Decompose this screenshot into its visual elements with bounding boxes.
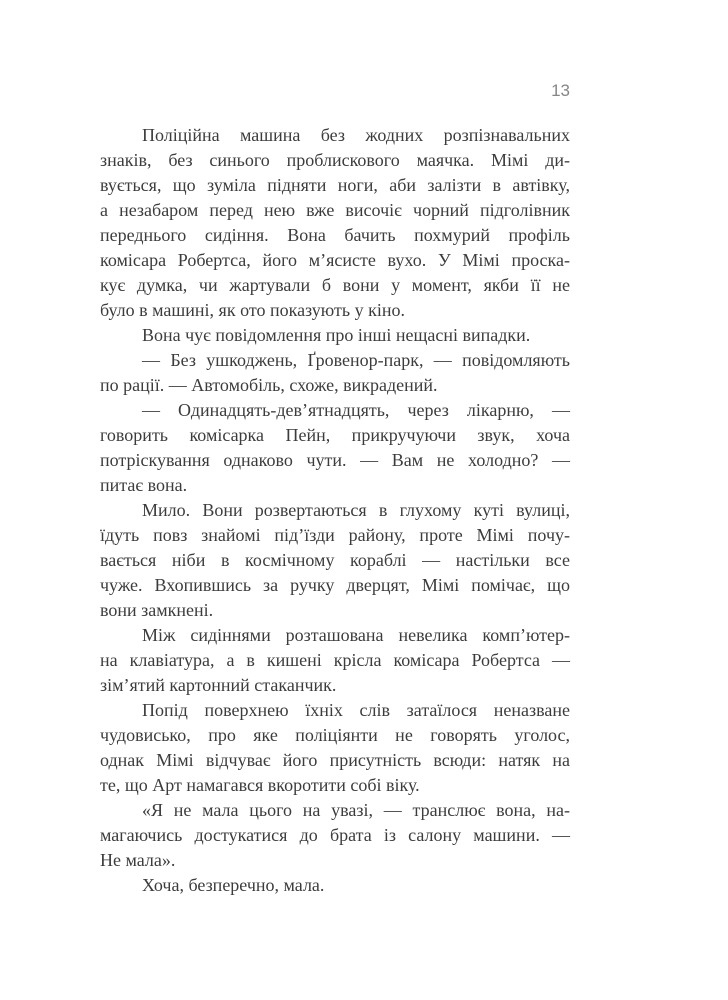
paragraph <box>100 698 570 798</box>
paragraph <box>100 398 570 498</box>
paragraph <box>100 348 570 398</box>
text-line: Між сидіннями розташована невелика комп’ютер- <box>142 625 570 645</box>
text-line: чуже. Вхопившись за ручку дверцят, Мімі помічає, що <box>100 575 570 595</box>
text-line: їдуть повз знайомі під’їзди району, проте Мімі почу- <box>100 525 570 545</box>
text-block <box>100 123 570 898</box>
text-line: те, що Арт намагався вкоротити собі віку. <box>100 775 420 795</box>
text-line: — Одинадцять-дев’ятнадцять, через лікарню, — <box>142 400 570 420</box>
page-number: 13 <box>551 81 570 100</box>
text-line: магаючись достукатися до брата із салону машини. — <box>100 825 570 845</box>
paragraph <box>100 498 570 623</box>
text-line: Не мала». <box>100 850 176 870</box>
text-line: Мило. Вони розвертаються в глухому куті вулиці, <box>142 500 570 520</box>
text-line: Вона чує повідомлення про інші нещасні випадки. <box>142 325 531 345</box>
text-line: Поліційна машина без жодних розпізнавальних <box>142 125 570 145</box>
text-line: вони замкнені. <box>100 600 214 620</box>
text-line: говорить комісарка Пейн, прикручуючи звук, хоча <box>100 425 570 445</box>
text-line: по рації. — Автомобіль, схоже, викрадений. <box>100 375 438 395</box>
text-line: чудовисько, про яке поліціянти не говорять уголос, <box>100 725 570 745</box>
text-line: зім’ятий картонний стаканчик. <box>100 675 337 695</box>
text-line: «Я не мала цього на увазі, — транслює вона, на- <box>142 800 570 820</box>
paragraph <box>100 323 570 348</box>
text-line: питає вона. <box>100 475 188 495</box>
text-line: потріскування однаково чути. — Вам не холодно? — <box>100 450 570 470</box>
paragraph <box>100 873 570 898</box>
text-line: кує думка, чи жартували б вони у момент, якби її не <box>100 275 570 295</box>
paragraph <box>100 623 570 698</box>
text-line: а незабаром перед нею вже височіє чорний підголівник <box>100 200 570 220</box>
text-line: однак Мімі відчуває його присутність всюди: натяк на <box>100 750 570 770</box>
text-line: було в машині, як ото показують у кіно. <box>100 300 405 320</box>
text-line: — Без ушкоджень, Ґровенор-парк, — повідомляють <box>142 350 570 370</box>
text-line: Хоча, безперечно, мала. <box>142 875 325 895</box>
paragraph <box>100 123 570 323</box>
text-line: Попід поверхнею їхніх слів затаїлося неназване <box>142 700 570 720</box>
paragraph <box>100 798 570 873</box>
text-line: переднього сидіння. Вона бачить похмурий профіль <box>100 225 570 245</box>
text-line: комісара Робертса, його м’ясисте вухо. У Мімі проска- <box>100 250 570 270</box>
text-line: вається ніби в космічному кораблі — настільки все <box>100 550 570 570</box>
text-line: знаків, без синього проблискового маячка. Мімі ди- <box>100 150 570 170</box>
text-line: на клавіатура, а в кишені крісла комісара Робертса — <box>100 650 570 670</box>
text-line: вується, що зуміла підняти ноги, аби залізти в автівку, <box>100 175 570 195</box>
